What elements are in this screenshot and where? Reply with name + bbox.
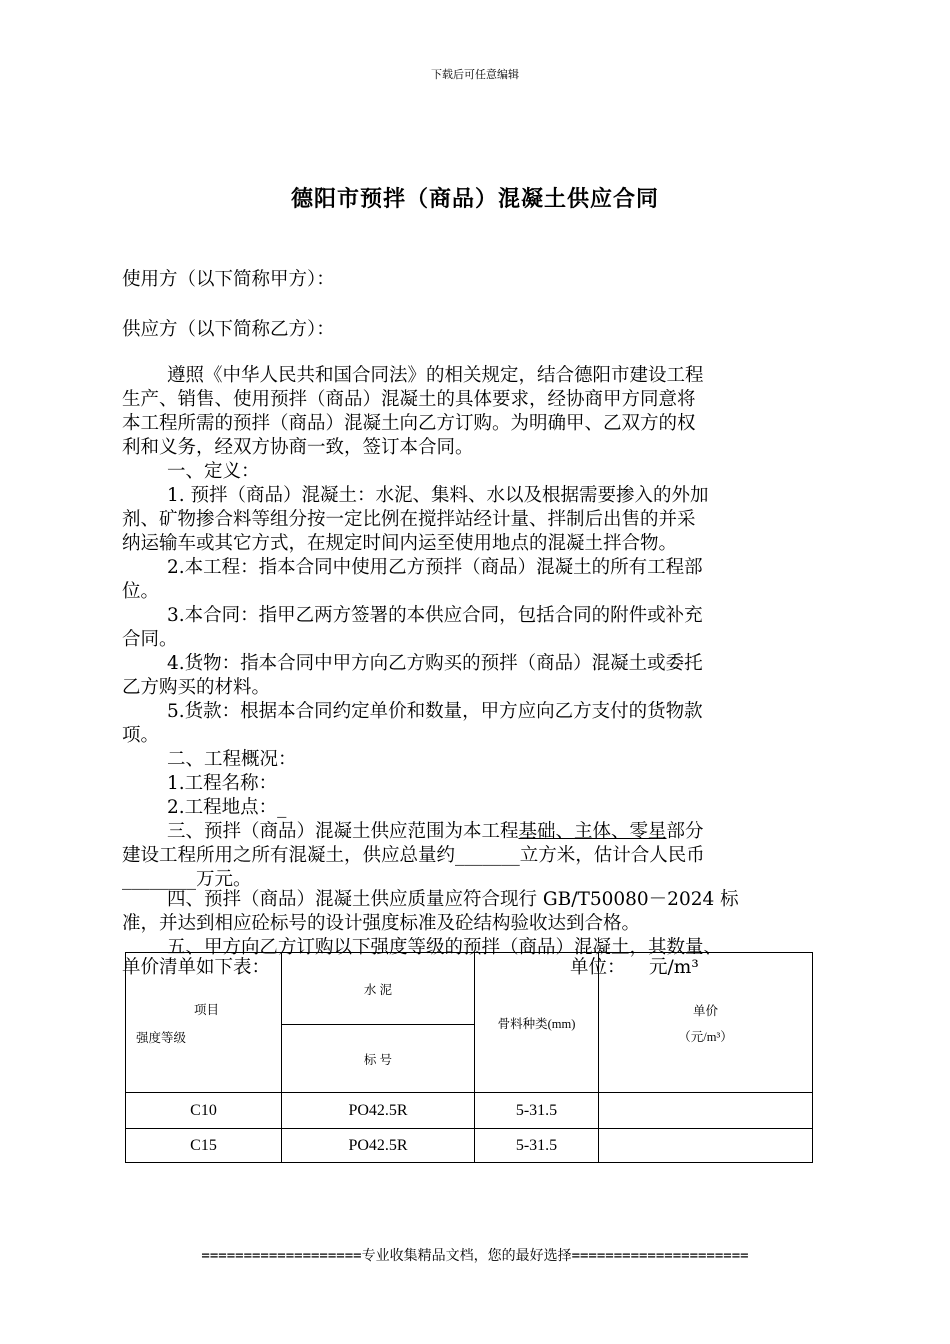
page-footer: ===================专业收集精品文档，您的最好选择=====================	[201, 1248, 749, 1264]
cement-cell: PO42.5R	[282, 1093, 475, 1129]
section-3-line-2	[122, 844, 705, 868]
price-cell[interactable]	[599, 1129, 813, 1163]
header-aggregate: 骨料种类(mm)	[475, 953, 599, 1093]
header-grade: 强度等级	[136, 1030, 187, 1045]
cement-cell: PO42.5R	[282, 1129, 475, 1163]
intro-line-1: 遵照《中华人民共和国合同法》的相关规定，结合德阳市建设工程	[167, 365, 704, 386]
intro-line-4: 利和义务，经双方协商一致，签订本合同。	[122, 437, 474, 458]
intro-line-2: 生产、销售、使用预拌（商品）混凝土的具体要求，经协商甲方同意将	[122, 389, 696, 410]
section-3-text-c: 建设工程所用之所有混凝土，供应总量约	[122, 845, 456, 866]
section-3-line-1	[167, 820, 704, 844]
volume-blank: _______	[455, 845, 520, 866]
section-4-line-1: 四、预拌（商品）混凝土供应质量应符合现行 GB/T50080－2024 标	[167, 889, 739, 910]
def-1-line-2: 剂、矿物掺合料等组分按一定比例在搅拌站经计量、拌制后出售的并采	[122, 509, 696, 530]
def-5-line-2: 项。	[122, 725, 160, 746]
project-location-line: 2.工程地点：_	[167, 797, 287, 818]
price-cell[interactable]	[599, 1093, 813, 1129]
def-4-line-1: 4.货物：指本合同中甲方向乙方购买的预拌（商品）混凝土或委托	[167, 653, 703, 674]
def-1-line-1: 1. 预拌（商品）混凝土：水泥、集料、水以及根据需要掺入的外加	[167, 485, 709, 506]
grade-cell: C10	[126, 1093, 282, 1129]
aggregate-cell: 5-31.5	[475, 1129, 599, 1163]
def-4-line-2: 乙方购买的材料。	[122, 677, 271, 698]
table-row	[126, 1093, 813, 1129]
section-5-line-2: 单价清单如下表：	[122, 957, 271, 978]
price-table	[125, 952, 813, 1163]
def-2-line-2: 位。	[122, 581, 160, 602]
page-header: 下载后可任意编辑	[431, 68, 519, 81]
header-price: 单价	[692, 1003, 718, 1018]
aggregate-cell: 5-31.5	[475, 1093, 599, 1129]
header-cement: 水 泥	[282, 953, 475, 1025]
section-3-text-e: 万元。	[196, 869, 252, 890]
supply-scope-value: 基础、主体、零星	[518, 821, 667, 842]
project-name-line: 1.工程名称：	[167, 773, 278, 794]
section-4-line-2: 准，并达到相应砼标号的设计强度标准及砼结构验收达到合格。	[122, 913, 641, 934]
intro-line-3: 本工程所需的预拌（商品）混凝土向乙方订购。为明确甲、乙双方的权	[122, 413, 696, 434]
table-row	[126, 1129, 813, 1163]
def-3-line-1: 3.本合同：指甲乙两方签署的本供应合同，包括合同的附件或补充	[167, 605, 703, 626]
section-3-text-b: 部分	[666, 821, 704, 842]
def-5-line-1: 5.货款：根据本合同约定单价和数量，甲方应向乙方支付的货物款	[167, 701, 703, 722]
amount-blank: ________	[122, 869, 196, 890]
party-a-line: 使用方（以下简称甲方）：	[122, 269, 335, 290]
header-item: 项目	[194, 1002, 220, 1017]
section-2-heading: 二、工程概况：	[167, 749, 297, 770]
section-3-text-a: 三、预拌（商品）混凝土供应范围为本工程	[167, 821, 519, 842]
def-1-line-3: 纳运输车或其它方式，在规定时间内运至使用地点的混凝土拌合物。	[122, 533, 678, 554]
unit-value: 元/m³	[649, 957, 699, 978]
header-price-unit: （元/m³）	[678, 1029, 733, 1044]
document-title: 德阳市预拌（商品）混凝土供应合同	[290, 186, 659, 212]
section-5-line-1: 五、甲方向乙方订购以下强度等级的预拌（商品）混凝土，其数量、	[167, 937, 723, 958]
header-mark: 标 号	[282, 1025, 475, 1093]
header-price-cell	[599, 953, 813, 1093]
grade-cell: C15	[126, 1129, 282, 1163]
section-1-heading: 一、定义：	[167, 461, 260, 482]
def-2-line-1: 2.本工程：指本合同中使用乙方预拌（商品）混凝土的所有工程部	[167, 557, 703, 578]
header-item-grade-cell	[126, 953, 282, 1093]
unit-label: 单位：	[570, 957, 626, 978]
def-3-line-2: 合同。	[122, 629, 178, 650]
party-b-line: 供应方（以下简称乙方）：	[122, 319, 335, 340]
section-3-text-d: 立方米，估计合人民币	[519, 845, 705, 866]
